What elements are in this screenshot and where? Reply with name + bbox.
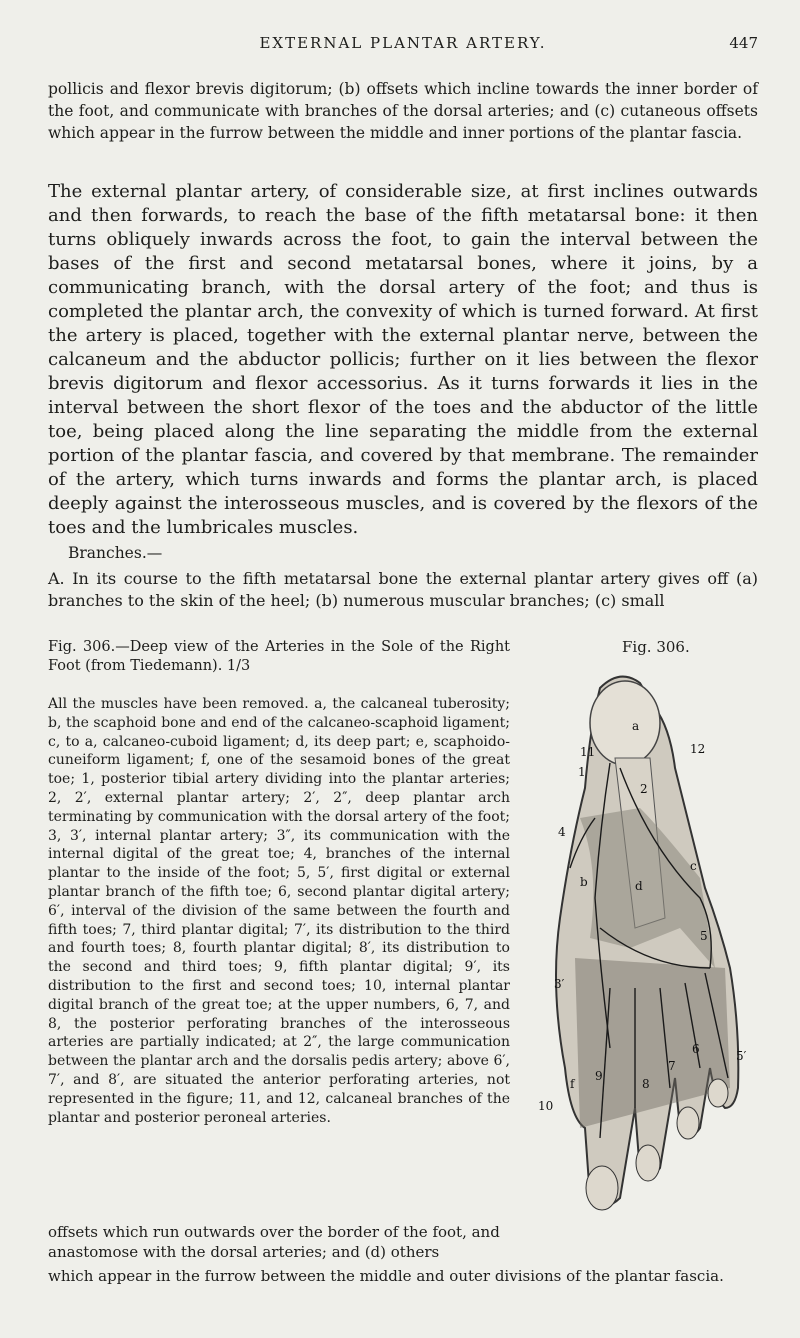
third-toe <box>677 1107 699 1139</box>
branches-heading: Branches.— <box>68 544 163 562</box>
label-10: 10 <box>538 1099 554 1113</box>
label-f: f <box>570 1077 575 1091</box>
label-c: c <box>690 859 697 873</box>
label-a: a <box>632 719 640 733</box>
great-toe <box>586 1166 618 1210</box>
closing-text-1: offsets which run outwards over the border of the foot, and anastomose with the dorsal arteries; and (d) others <box>48 1223 500 1261</box>
label-12: 12 <box>690 742 706 756</box>
page-number: 447 <box>729 34 758 52</box>
page-header <box>48 34 758 58</box>
label-3-prime: 3′ <box>554 977 565 991</box>
foot-artery-illustration <box>540 668 770 1218</box>
label-b: b <box>580 875 588 889</box>
paragraph-continuation: pollicis and flexor brevis digitorum; (b) offsets which incline towards the inner border of the foot, and communicate with branches of the dorsal arteries; and (c) cutaneous offsets which appear in the furrow between the middle and inner portions of the plantar fascia. <box>48 80 758 142</box>
label-d: d <box>635 879 643 893</box>
figure-legend: All the muscles have been removed. a, the calcaneal tuberosity; b, the scaphoid bone and end of the calcaneo-scaphoid ligament; c, to a, calcaneo-cuboid ligament; d, its deep part; e, scaphoido-cuneiform ligament; f, one of the sesamoid bones of the great toe; 1, posterior tibial artery dividing into the plantar arteries; 2, 2′, external plantar artery; 2′, 2″, deep plantar arch terminating by communication with the dorsal artery of the foot; 3, 3′, internal plantar artery; 3″, its communication with the internal digital of the great toe; 4, branches of the internal plantar to the inside of the foot; 5, 5′, first digital or external plantar branch of the fifth toe; 6, second plantar digital artery; 6′, interval of the division of the same between the fourth and fifth toes; 7, third plantar digital; 7′, its distribution to the third and fourth toes; 8, fourth plantar digital; 8′, its distribution to the second and third toes; 9, fifth plantar digital; 9′, its distribution to the first and second toes; 10, internal plantar digital branch of the great toe; at the upper numbers, 6, 7, and 8, the posterior perforating branches of the interosseous arteries are partially indicated; at 2″, the large communication between the plantar arch and the dorsalis pedis artery; above 6′, 7′, and 8′, are situated the anterior perforating arteries, not represented in the figure; 11, and 12, calcaneal branches of the plantar and posterior peroneal arteries. <box>48 696 510 1126</box>
running-title: EXTERNAL PLANTAR ARTERY. <box>259 34 547 52</box>
paragraph-external-plantar: The external plantar artery, of considerable size, at first inclines outwards and then forwards, to reach the base of the fifth metatarsal bone: it then turns obliquely inwards across the foot, to gain the interval between the bases of the first and second metatarsal bones, where it joins, by a communicating branch, with the dorsal artery of the foot; and thus is completed the plantar arch, the convexity of which is turned forward. At first the artery is placed, together with the external plantar nerve, between the calcaneum and the abductor pollicis; further on it lies between the flexor brevis digitorum and flexor accessorius. As it turns forwards it lies in the interval between the short flexor of the toes and the abductor of the little toe, being placed along the line separating the middle from the external portion of the plantar fascia, and covered by that membrane. The remainder of the artery, which turns inwards and forms the plantar arch, is placed deeply against the interosseous muscles, and is covered by the flexors of the toes and the lumbricales muscles. <box>48 181 758 538</box>
figure-caption: Fig. 306.—Deep view of the Arteries in the Sole of the Right Foot (from Tiedemann). 1/3 <box>48 639 510 674</box>
branch-a-text: A. In its course to the fifth metatarsal bone the external plantar artery gives off (a) branches to the skin of the heel; (b) numerous muscular branches; (c) small <box>48 569 758 610</box>
label-6: 6 <box>692 1042 700 1056</box>
label-9: 9 <box>595 1069 603 1083</box>
label-1: 1 <box>578 765 586 779</box>
label-8: 8 <box>642 1077 650 1091</box>
label-7: 7 <box>668 1059 676 1073</box>
label-2: 2 <box>640 782 648 796</box>
calcaneal-tuberosity <box>590 681 660 765</box>
label-4: 4 <box>558 825 566 839</box>
second-toe <box>636 1145 660 1181</box>
fourth-toe <box>708 1079 728 1107</box>
closing-text-2: which appear in the furrow between the middle and outer divisions of the plantar fascia. <box>48 1267 724 1285</box>
label-5-prime: 5′ <box>736 1049 747 1063</box>
figure-label: Fig. 306. <box>622 638 690 656</box>
label-11: 11 <box>580 745 596 759</box>
label-5: 5 <box>700 929 708 943</box>
